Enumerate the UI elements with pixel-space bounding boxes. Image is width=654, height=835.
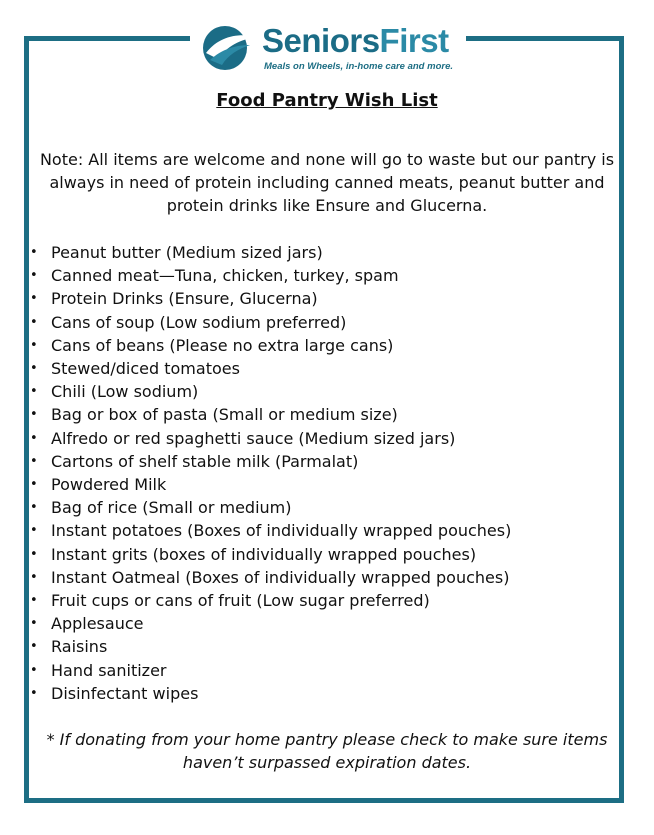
list-item <box>30 357 511 380</box>
bullet-icon: • <box>30 314 38 330</box>
list-item-text: Instant grits (boxes of individually wrapped pouches) <box>51 544 477 564</box>
list-item-text: Stewed/diced tomatoes <box>51 359 240 379</box>
bullet-icon: • <box>30 546 38 562</box>
wish-list <box>30 241 511 705</box>
logo <box>190 14 466 84</box>
bullet-icon: • <box>30 361 38 377</box>
list-item-text: Disinfectant wipes <box>51 683 199 703</box>
bullet-icon: • <box>30 384 38 400</box>
list-item-text: Cans of beans (Please no extra large cans) <box>51 335 394 355</box>
brand-name <box>262 23 453 59</box>
list-item-text: Instant potatoes (Boxes of individually wrapped pouches) <box>51 521 512 541</box>
list-item-text: Applesauce <box>51 614 144 634</box>
list-item-text: Cans of soup (Low sodium preferred) <box>51 312 347 332</box>
list-item <box>30 496 511 519</box>
bullet-icon: • <box>30 662 38 678</box>
bullet-icon: • <box>30 639 38 655</box>
bullet-icon: • <box>30 268 38 284</box>
expiration-footnote: * If donating from your home pantry please check to make sure items haven’t surpassed expiration dates. <box>46 730 608 772</box>
brand-part-first: First <box>379 21 449 59</box>
list-item <box>30 612 511 635</box>
list-item-text: Cartons of shelf stable milk (Parmalat) <box>51 451 359 471</box>
list-item <box>30 682 511 705</box>
list-item <box>30 589 511 612</box>
bullet-icon: • <box>30 500 38 516</box>
list-item <box>30 403 511 426</box>
list-item <box>30 519 511 542</box>
list-item-text: Protein Drinks (Ensure, Glucerna) <box>51 289 318 309</box>
list-item-text: Raisins <box>51 637 108 657</box>
bullet-icon: • <box>30 477 38 493</box>
list-item <box>30 543 511 566</box>
list-item-text: Canned meat—Tuna, chicken, turkey, spam <box>51 266 399 286</box>
brand-tagline: Meals on Wheels, in-home care and more. <box>264 60 453 72</box>
list-item-text: Instant Oatmeal (Boxes of individually wrapped pouches) <box>51 567 510 587</box>
list-item <box>30 635 511 658</box>
list-item-text: Fruit cups or cans of fruit (Low sugar preferred) <box>51 591 430 611</box>
list-item <box>30 566 511 589</box>
seniorsfirst-logo-icon <box>200 23 260 73</box>
list-item <box>30 380 511 403</box>
bullet-icon: • <box>30 430 38 446</box>
intro-note: Note: All items are welcome and none will go to waste but our pantry is always in need of protein including canned meats, peanut butter and protein drinks like Ensure and Glucerna. <box>39 150 615 215</box>
bullet-icon: • <box>30 453 38 469</box>
list-item-text: Peanut butter (Medium sized jars) <box>51 243 323 262</box>
list-item-text: Alfredo or red spaghetti sauce (Medium sized jars) <box>51 428 456 448</box>
bullet-icon: • <box>30 616 38 632</box>
page-title: Food Pantry Wish List <box>216 90 438 111</box>
bullet-icon: • <box>30 245 38 260</box>
bullet-icon: • <box>30 685 38 701</box>
bullet-icon: • <box>30 337 38 353</box>
list-item <box>30 473 511 496</box>
list-item <box>30 264 511 287</box>
bullet-icon: • <box>30 407 38 423</box>
list-item <box>30 427 511 450</box>
bullet-icon: • <box>30 569 38 585</box>
list-item <box>30 241 511 264</box>
list-item-text: Bag of rice (Small or medium) <box>51 498 292 518</box>
bullet-icon: • <box>30 523 38 539</box>
list-item <box>30 450 511 473</box>
list-item-text: Chili (Low sodium) <box>51 382 199 402</box>
logo-text <box>262 23 453 72</box>
bullet-icon: • <box>30 291 38 307</box>
brand-part-seniors: Seniors <box>262 21 380 59</box>
list-item <box>30 287 511 310</box>
list-item <box>30 659 511 682</box>
bullet-icon: • <box>30 593 38 609</box>
list-item-text: Hand sanitizer <box>51 660 167 680</box>
list-item <box>30 311 511 334</box>
list-item-text: Bag or box of pasta (Small or medium size) <box>51 405 398 425</box>
list-item <box>30 334 511 357</box>
list-item-text: Powdered Milk <box>51 475 167 495</box>
